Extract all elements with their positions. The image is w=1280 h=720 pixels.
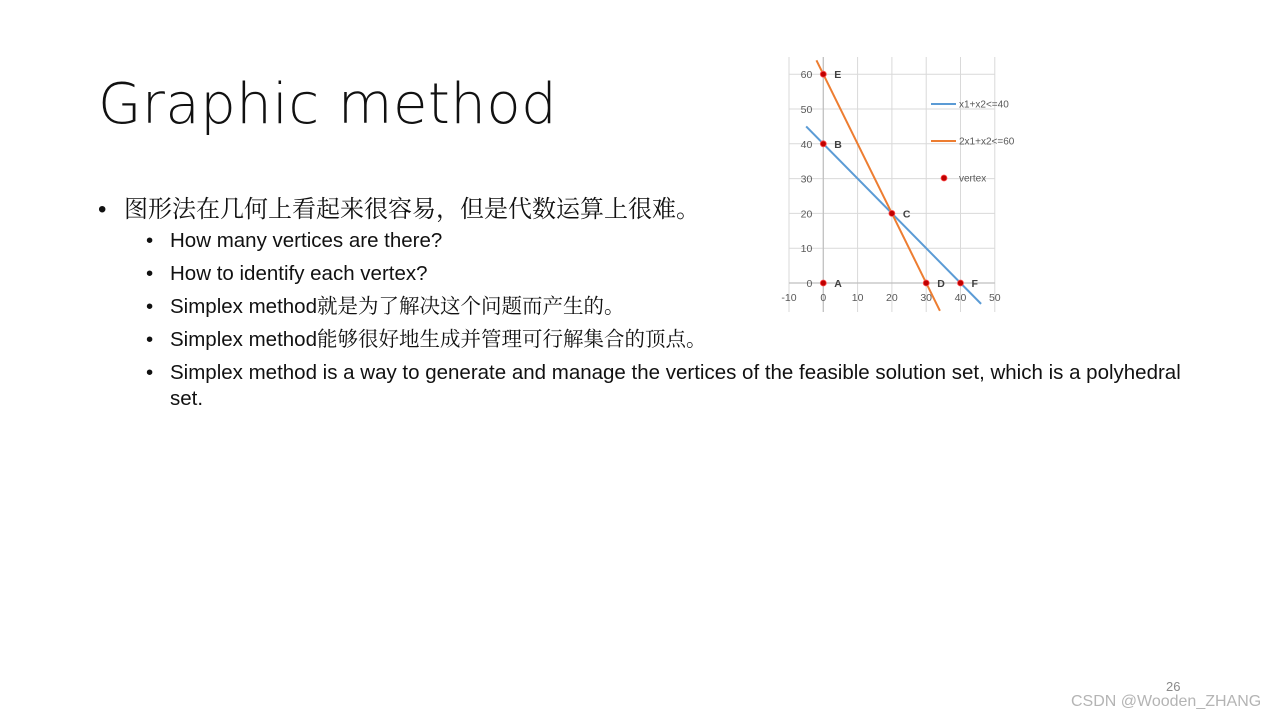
vertex-label: B (834, 138, 842, 151)
vertex-point (958, 280, 964, 286)
legend-label: x1+x2<=40 (959, 99, 1009, 111)
watermark: CSDN @Wooden_ZHANG (1071, 693, 1262, 710)
vertex-label: D (937, 278, 945, 290)
x-tick-label: -10 (781, 292, 797, 304)
vertex-point (820, 141, 826, 147)
y-tick-label: 40 (800, 138, 813, 151)
x-tick-label: 40 (954, 292, 967, 304)
sub-bullet-4: • Simplex method能够很好地生成并管理可行解集合的顶点。 (170, 327, 1198, 353)
vertex-label: F (971, 278, 978, 290)
x-tick-label: 30 (920, 292, 933, 304)
x-tick-label: 0 (820, 292, 827, 304)
vertex-label: E (834, 69, 842, 82)
x-tick-label: 20 (886, 292, 898, 304)
sub-bullet-2: • How to identify each vertex? (170, 261, 1198, 287)
y-tick-label: 0 (806, 278, 813, 290)
vertex-point (820, 280, 826, 286)
series-line-2 (816, 60, 939, 311)
x-tick-label: 10 (851, 292, 864, 304)
y-tick-label: 30 (800, 173, 813, 186)
slide-title: Graphic method (98, 72, 558, 137)
y-tick-label: 20 (800, 208, 813, 221)
sub-bullet-1: • How many vertices are there? (170, 228, 1198, 254)
vertex-label: C (902, 208, 911, 221)
page-number: 26 (1166, 679, 1181, 694)
y-tick-label: 10 (800, 243, 813, 256)
legend-swatch-vertex (941, 175, 947, 181)
sub-bullet-3: • Simplex method就是为了解决这个问题而产生的。 (170, 294, 1198, 320)
vertex-point (923, 280, 929, 286)
main-bullet: • 图形法在几何上看起来很容易，但是代数运算上很难。 (98, 192, 1198, 228)
y-tick-label: 50 (800, 104, 813, 116)
vertex-point (889, 210, 895, 216)
x-tick-label: 50 (988, 292, 1001, 304)
sub-bullet-5: • Simplex method is a way to generate and manage the vertices of the feasible solution set, which is a polyhedral set. (170, 360, 1198, 412)
vertex-point (820, 71, 826, 77)
legend-label: vertex (959, 173, 987, 185)
vertex-label: A (834, 278, 842, 290)
legend-label: 2x1+x2<=60 (959, 136, 1015, 148)
y-tick-label: 60 (800, 69, 813, 82)
